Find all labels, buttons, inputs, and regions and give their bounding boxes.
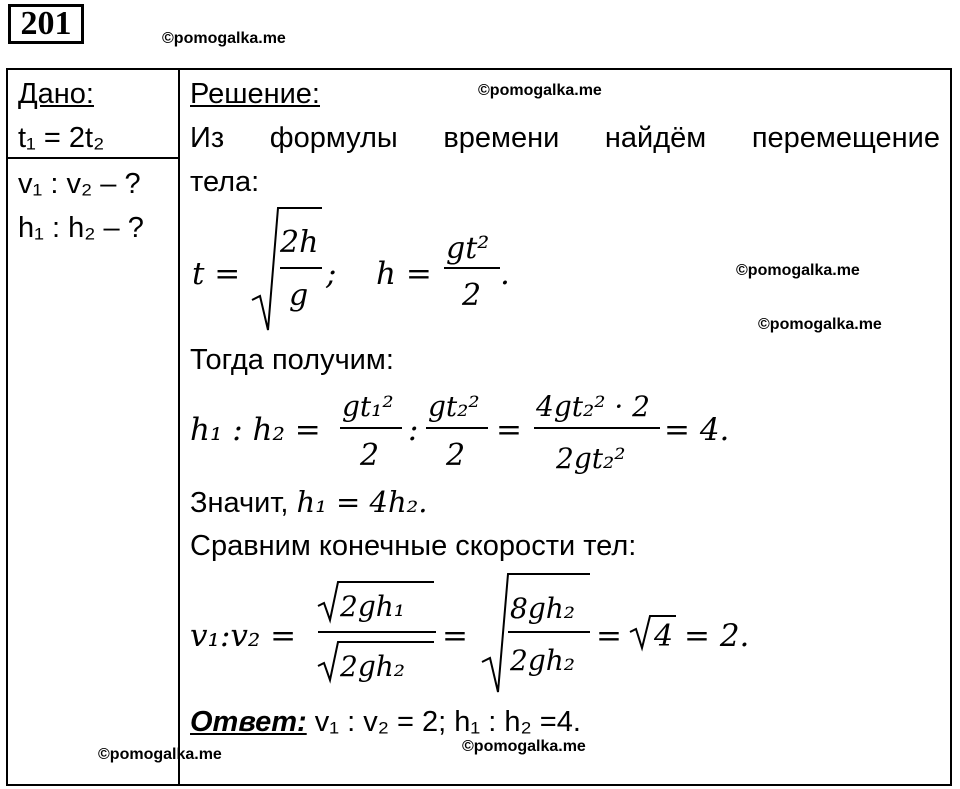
find-height-ratio: h₁ : h₂ – ? bbox=[18, 212, 144, 244]
means-text bbox=[190, 484, 428, 521]
then-text: Тогда получим: bbox=[190, 344, 394, 376]
f2-lhs: h₁ : h₂ = bbox=[190, 412, 321, 448]
means-formula: h₁ = 4h₂. bbox=[296, 485, 428, 519]
watermark: ©pomogalka.me bbox=[478, 82, 602, 99]
f3-d1: 2gh₂ bbox=[340, 650, 405, 683]
solution-table bbox=[6, 68, 952, 786]
f1-sep: ; bbox=[326, 256, 337, 292]
f2-n2: gt₂² bbox=[428, 390, 480, 423]
f3-n2: 8gh₂ bbox=[510, 592, 575, 625]
given-divider bbox=[6, 157, 180, 159]
watermark: ©pomogalka.me bbox=[736, 262, 860, 279]
f1-h: h = bbox=[376, 256, 432, 292]
compare-text: Сравним конечные скорости тел: bbox=[190, 530, 637, 562]
f2-eq: = bbox=[496, 412, 522, 448]
f2-d3: 2gt₂² bbox=[556, 442, 626, 475]
f3-end: = 2. bbox=[684, 618, 750, 654]
find-velocity-ratio: v₁ : v₂ – ? bbox=[18, 168, 141, 200]
problem-number: 201 bbox=[8, 4, 84, 44]
watermark: ©pomogalka.me bbox=[462, 738, 586, 755]
f2-d1: 2 bbox=[360, 438, 380, 473]
f1-end: . bbox=[500, 256, 510, 292]
f2-n1: gt₁² bbox=[342, 390, 394, 423]
f3-n1: 2gh₁ bbox=[340, 590, 405, 623]
watermark: ©pomogalka.me bbox=[758, 316, 882, 333]
f2-d2: 2 bbox=[446, 438, 466, 473]
means-prefix: Значит, bbox=[190, 487, 297, 519]
answer-line bbox=[190, 704, 581, 740]
f3-eq: = bbox=[442, 618, 468, 654]
f2-n3: 4gt₂² · 2 bbox=[536, 390, 650, 423]
answer-label: Ответ: bbox=[190, 706, 307, 738]
f1-den: g bbox=[289, 278, 309, 313]
f3-eq2: = bbox=[596, 618, 622, 654]
f2-colon: : bbox=[408, 412, 419, 448]
f3-r: 4 bbox=[654, 619, 674, 654]
watermark: ©pomogalka.me bbox=[98, 746, 222, 763]
solution-heading: Решение: bbox=[190, 78, 320, 110]
f1-den2: 2 bbox=[462, 278, 482, 313]
f1-num2: gt² bbox=[446, 231, 490, 266]
f3-d2: 2gh₂ bbox=[510, 644, 575, 677]
solution-intro: Из формулы времени найдём перемещение bbox=[190, 122, 940, 154]
f2-end: = 4. bbox=[664, 412, 730, 448]
column-divider bbox=[178, 68, 180, 786]
f1-t: t = bbox=[192, 256, 241, 292]
given-heading: Дано: bbox=[18, 78, 94, 110]
solution-intro-cont: тела: bbox=[190, 166, 260, 198]
watermark: ©pomogalka.me bbox=[162, 30, 286, 47]
answer-text: v₁ : v₂ = 2; h₁ : h₂ =4. bbox=[306, 706, 581, 738]
given-condition: t₁ = 2t₂ bbox=[18, 122, 105, 154]
f1-num: 2h bbox=[280, 225, 319, 260]
f3-lhs: v₁:v₂ = bbox=[190, 618, 297, 654]
